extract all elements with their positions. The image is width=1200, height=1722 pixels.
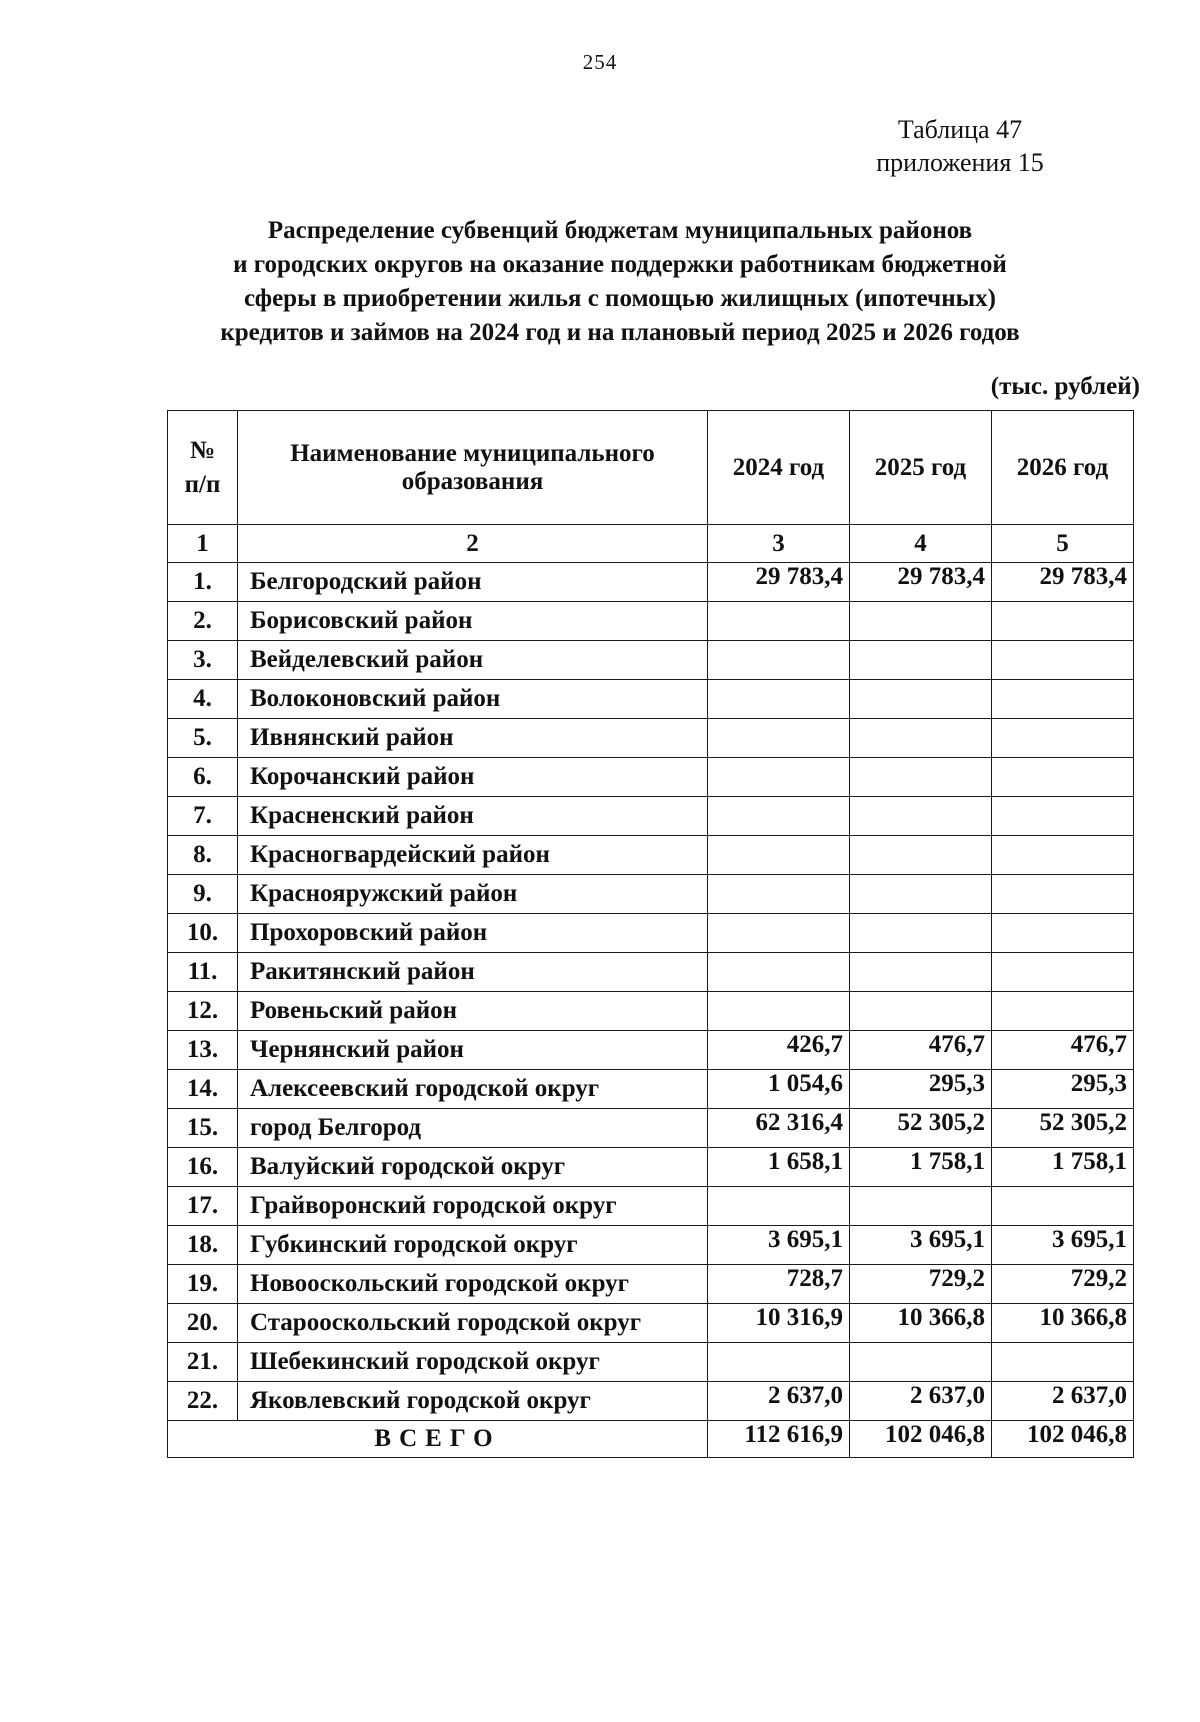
value-2026: 10 366,8 (992, 1304, 1134, 1343)
municipality-name: Вейделевский район (238, 641, 708, 680)
header-2024: 2024 год (708, 411, 850, 525)
value-2024: 29 783,4 (708, 563, 850, 602)
value-2024: 2 637,0 (708, 1382, 850, 1421)
row-number: 6. (168, 758, 238, 797)
subvention-table (167, 410, 1134, 1458)
header-2025: 2025 год (850, 411, 992, 525)
title-line1: Распределение субвенций бюджетам муниципальных районов (267, 217, 973, 244)
value-2025: 476,7 (850, 1031, 992, 1070)
value-2026 (992, 719, 1134, 758)
value-2026: 29 783,4 (992, 563, 1134, 602)
value-2026 (992, 758, 1134, 797)
table-row (168, 563, 1134, 602)
table-row (168, 758, 1134, 797)
total-2026: 102 046,8 (992, 1421, 1134, 1458)
value-2026 (992, 680, 1134, 719)
table-row (168, 836, 1134, 875)
row-number: 4. (168, 680, 238, 719)
table-ref-line2: приложения 15 (876, 148, 1044, 177)
value-2024: 62 316,4 (708, 1109, 850, 1148)
value-2024 (708, 914, 850, 953)
value-2024: 1 054,6 (708, 1070, 850, 1109)
row-number: 21. (168, 1343, 238, 1382)
municipality-name: Ивнянский район (238, 719, 708, 758)
row-number: 12. (168, 992, 238, 1031)
row-number: 1. (168, 563, 238, 602)
municipality-name: Ровеньский район (238, 992, 708, 1031)
value-2024 (708, 836, 850, 875)
value-2025 (850, 719, 992, 758)
table-row (168, 1031, 1134, 1070)
row-number: 13. (168, 1031, 238, 1070)
column-number: 4 (850, 525, 992, 563)
units-label: (тыс. рублей) (990, 373, 1140, 400)
value-2025: 729,2 (850, 1265, 992, 1304)
title-line2: и городских округов на оказание поддержки работникам бюджетной (233, 251, 1007, 278)
value-2025 (850, 680, 992, 719)
header-name-line1: Наименование муниципального (290, 439, 655, 467)
header-name (238, 411, 708, 525)
row-number: 20. (168, 1304, 238, 1343)
column-number: 2 (238, 525, 708, 563)
value-2024: 3 695,1 (708, 1226, 850, 1265)
total-2024: 112 616,9 (708, 1421, 850, 1458)
value-2026 (992, 992, 1134, 1031)
value-2026: 295,3 (992, 1070, 1134, 1109)
row-number: 15. (168, 1109, 238, 1148)
municipality-name: Борисовский район (238, 602, 708, 641)
row-number: 17. (168, 1187, 238, 1226)
table-row (168, 680, 1134, 719)
table-row (168, 914, 1134, 953)
value-2025 (850, 836, 992, 875)
municipality-name: Яковлевский городской округ (238, 1382, 708, 1421)
header-number-line2: п/п (184, 470, 221, 498)
value-2025: 295,3 (850, 1070, 992, 1109)
value-2025 (850, 914, 992, 953)
municipality-name: город Белгород (238, 1109, 708, 1148)
page-number: 254 (582, 50, 618, 74)
value-2024 (708, 680, 850, 719)
value-2024 (708, 797, 850, 836)
table-row (168, 1265, 1134, 1304)
title-line4: кредитов и займов на 2024 год и на плановый период 2025 и 2026 годов (220, 319, 1020, 346)
value-2024: 426,7 (708, 1031, 850, 1070)
column-number: 1 (168, 525, 238, 563)
row-number: 10. (168, 914, 238, 953)
municipality-name: Волоконовский район (238, 680, 708, 719)
row-number: 8. (168, 836, 238, 875)
value-2025 (850, 1187, 992, 1226)
table-row (168, 1304, 1134, 1343)
table-row (168, 1226, 1134, 1265)
municipality-name: Белгородский район (238, 563, 708, 602)
value-2026: 476,7 (992, 1031, 1134, 1070)
value-2024: 10 316,9 (708, 1304, 850, 1343)
row-number: 3. (168, 641, 238, 680)
table-row (168, 1382, 1134, 1421)
table-row (168, 953, 1134, 992)
value-2024 (708, 602, 850, 641)
municipality-name: Корочанский район (238, 758, 708, 797)
title-line3: сферы в приобретении жилья с помощью жилищных (ипотечных) (244, 285, 996, 312)
row-number: 9. (168, 875, 238, 914)
municipality-name: Губкинский городской округ (238, 1226, 708, 1265)
table-row (168, 875, 1134, 914)
municipality-name: Грайворонский городской округ (238, 1187, 708, 1226)
value-2025 (850, 797, 992, 836)
municipality-name: Краснояружский район (238, 875, 708, 914)
value-2025: 1 758,1 (850, 1148, 992, 1187)
column-numbers-row (168, 525, 1134, 563)
value-2026 (992, 953, 1134, 992)
municipality-name: Шебекинский городской округ (238, 1343, 708, 1382)
value-2026: 52 305,2 (992, 1109, 1134, 1148)
row-number: 19. (168, 1265, 238, 1304)
row-number: 7. (168, 797, 238, 836)
value-2026 (992, 797, 1134, 836)
value-2026: 729,2 (992, 1265, 1134, 1304)
value-2026 (992, 641, 1134, 680)
value-2025 (850, 953, 992, 992)
value-2026 (992, 836, 1134, 875)
municipality-name: Валуйский городской округ (238, 1148, 708, 1187)
value-2024 (708, 641, 850, 680)
table-row (168, 797, 1134, 836)
header-2026: 2026 год (992, 411, 1134, 525)
value-2025 (850, 992, 992, 1031)
value-2025 (850, 875, 992, 914)
table-row (168, 1109, 1134, 1148)
value-2024 (708, 758, 850, 797)
value-2026 (992, 1343, 1134, 1382)
municipality-name: Чернянский район (238, 1031, 708, 1070)
table-row (168, 1070, 1134, 1109)
table-row (168, 1187, 1134, 1226)
header-number-line1: № (189, 436, 216, 464)
table-row (168, 602, 1134, 641)
value-2025: 52 305,2 (850, 1109, 992, 1148)
value-2026: 2 637,0 (992, 1382, 1134, 1421)
municipality-name: Красногвардейский район (238, 836, 708, 875)
row-number: 16. (168, 1148, 238, 1187)
total-row (168, 1421, 1134, 1458)
table-row (168, 641, 1134, 680)
total-label: ВСЕГО (168, 1421, 708, 1458)
value-2026: 3 695,1 (992, 1226, 1134, 1265)
table-row (168, 992, 1134, 1031)
value-2025 (850, 758, 992, 797)
value-2024: 728,7 (708, 1265, 850, 1304)
value-2026 (992, 1187, 1134, 1226)
municipality-name: Алексеевский городской округ (238, 1070, 708, 1109)
row-number: 14. (168, 1070, 238, 1109)
value-2025 (850, 602, 992, 641)
table-row (168, 1343, 1134, 1382)
value-2024 (708, 875, 850, 914)
value-2025: 29 783,4 (850, 563, 992, 602)
value-2024 (708, 992, 850, 1031)
row-number: 2. (168, 602, 238, 641)
municipality-name: Прохоровский район (238, 914, 708, 953)
municipality-name: Ракитянский район (238, 953, 708, 992)
value-2024: 1 658,1 (708, 1148, 850, 1187)
value-2026 (992, 914, 1134, 953)
header-number (168, 411, 238, 525)
table-body (168, 563, 1134, 1421)
table-row (168, 719, 1134, 758)
value-2025: 10 366,8 (850, 1304, 992, 1343)
value-2025: 2 637,0 (850, 1382, 992, 1421)
value-2024 (708, 1187, 850, 1226)
value-2026: 1 758,1 (992, 1148, 1134, 1187)
row-number: 18. (168, 1226, 238, 1265)
row-number: 5. (168, 719, 238, 758)
column-number: 5 (992, 525, 1134, 563)
row-number: 11. (168, 953, 238, 992)
value-2024 (708, 953, 850, 992)
column-number: 3 (708, 525, 850, 563)
municipality-name: Новооскольский городской округ (238, 1265, 708, 1304)
value-2026 (992, 875, 1134, 914)
table-ref-line1: Таблица 47 (897, 115, 1023, 144)
municipality-name: Старооскольский городской округ (238, 1304, 708, 1343)
value-2026 (992, 602, 1134, 641)
document-title (150, 214, 1090, 350)
total-2025: 102 046,8 (850, 1421, 992, 1458)
value-2025: 3 695,1 (850, 1226, 992, 1265)
value-2025 (850, 1343, 992, 1382)
municipality-name: Красненский район (238, 797, 708, 836)
header-name-line2: образования (401, 467, 544, 495)
value-2024 (708, 1343, 850, 1382)
table-reference (840, 113, 1080, 179)
header-row (168, 411, 1134, 525)
row-number: 22. (168, 1382, 238, 1421)
value-2024 (708, 719, 850, 758)
value-2025 (850, 641, 992, 680)
table-row (168, 1148, 1134, 1187)
